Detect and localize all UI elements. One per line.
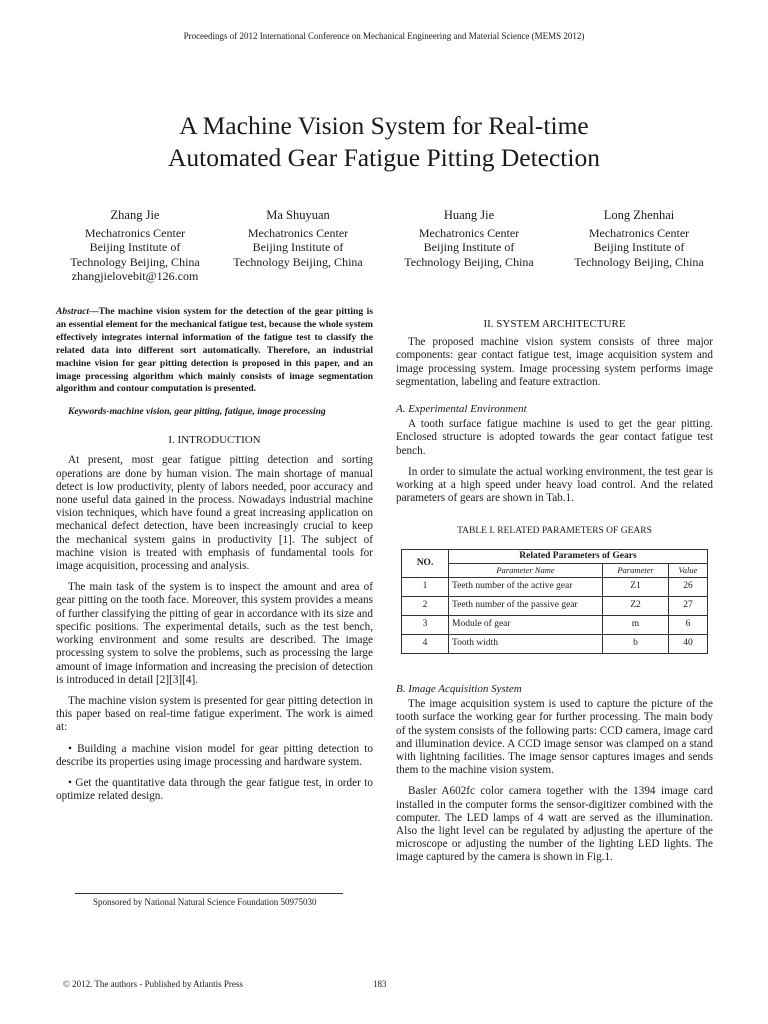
author-block-4 (553, 208, 725, 269)
paper-title (0, 110, 768, 174)
author-email[interactable]: zhangjielovebit@126.com (71, 269, 199, 283)
author-affiliation: Mechatronics Center (84, 225, 186, 240)
subsection-heading-b: B. Image Acquisition System (396, 683, 522, 696)
subA-paragraph-1: A tooth surface fatigue machine is used to get the gear pitting. Enclosed structure is adopted towards the gear contact fatigue test bench. (396, 418, 713, 457)
author-name: Huang Jie (443, 208, 495, 222)
subsection-heading-a: A. Experimental Environment (396, 403, 527, 416)
author-affiliation: Technology Beijing, China (574, 254, 704, 269)
author-block-2 (212, 208, 384, 269)
copyright-notice: © 2012. The authors - Published by Atlantis Press (63, 979, 243, 989)
author-affiliation: Mechatronics Center (247, 225, 349, 240)
table-row (402, 597, 708, 616)
table-cell: Z2 (603, 597, 669, 616)
subB-paragraph-2: Basler A602fc color camera together with the 1394 image card installed in the computer forms the sensor-digitizer combined with the computer. The LED lamps of 4 watt are served as the illumination. Also the light level can be regulated by adjusting the aperture of the microscope or adjusting the number of the lighting LED lights. The image captured by the camera is shown in Fig.1. (396, 785, 713, 864)
table-cell: 27 (669, 597, 708, 616)
table-col-header: Value (669, 563, 708, 577)
author-affiliation: Beijing Institute of (89, 240, 181, 254)
abstract-label: Abstract (56, 306, 90, 317)
section-heading-introduction: I. INTRODUCTION (168, 434, 261, 447)
table-cell: 2 (402, 597, 449, 616)
intro-paragraph-1: At present, most gear fatigue pitting detection and sorting operations are done by human vision. The main shortage of manual detect is low productivity, plenty of labors needed, poor accuracy and none useful data gained in the process. Nowadays industrial machine vision techniques, which have found a great increasing application on mechanical defect detection, have been increasingly crucial to keep the mechanical system gains in productivity [1]. The subject of machine vision is treated with emphasis of fundamental tools for image acquisition, processing and analysis. (56, 454, 373, 573)
author-name: Zhang Jie (110, 208, 160, 222)
bullet-item-1: • Building a machine vision model for gear pitting detection to describe its properties using image processing and hardware system. (56, 742, 373, 768)
title-line-2: Automated Gear Fatigue Pitting Detection (168, 143, 600, 172)
sec2-paragraph-1: The proposed machine vision system consists of three major components: gear contact fatigue test, image acquisition system and image processing system. Image processing system performs image segmentation, labeling and feature extraction. (396, 336, 713, 388)
intro-paragraph-3: The machine vision system is presented for gear pitting detection in this paper based on real-time fatigue experiment. The work is aimed at: (56, 694, 373, 734)
table-cell: Z1 (603, 578, 669, 597)
right-column (396, 318, 713, 865)
table-cell: 6 (669, 616, 708, 635)
table-row (402, 616, 708, 635)
table-cell: 1 (402, 578, 449, 597)
author-affiliation: Mechatronics Center (418, 225, 520, 240)
footnote-text: Sponsored by National Natural Science Foundation 50975030 (93, 897, 317, 907)
table-cell: m (603, 616, 669, 635)
footnote-rule (75, 893, 343, 894)
table-cell: Tooth width (449, 635, 603, 654)
keywords: Keywords-machine vision, gear pitting, fatigue, image processing (68, 406, 326, 418)
table-col-header: Parameter Name (449, 563, 603, 577)
table-caption: TABLE I. RELATED PARAMETERS OF GEARS (457, 526, 652, 537)
author-affiliation: Beijing Institute of (252, 240, 344, 254)
table-header-row (402, 549, 708, 563)
table-header-no: NO. (402, 549, 449, 577)
table-cell: 4 (402, 635, 449, 654)
author-affiliation: Technology Beijing, China (70, 254, 200, 269)
abstract-text (56, 306, 373, 396)
table-cell: 40 (669, 635, 708, 654)
bullet-item-2: • Get the quantitative data through the gear fatigue test, in order to optimize related design. (56, 776, 373, 803)
parameters-table (401, 549, 708, 654)
author-block-3 (383, 208, 555, 269)
table-cell: Teeth number of the active gear (449, 578, 603, 597)
table-row (402, 635, 708, 654)
title-line-1: A Machine Vision System for Real-time (179, 111, 589, 140)
subB-paragraph-1: The image acquisition system is used to capture the picture of the tooth surface the working gear for further processing. The main body of the system consists of the following parts: CCD camera, image card and illumination device. A CCD image sensor was clamped on a stand with lightning facilities. The image sensor captures images and sends them to the machine vision system. (396, 698, 713, 777)
author-name: Ma Shuyuan (266, 208, 330, 222)
author-affiliation: Beijing Institute of (423, 240, 515, 254)
intro-paragraph-2: The main task of the system is to inspect the amount and area of gear pitting on the tooth face. Moreover, this system provides a means of further classifying the pitting of gear in accordance with its size and specific positions. The experimental details, such as the test bench, working environment and some results are described. The image processing system to solve the problems, such as processing the large amount of image information and increasing the precision of detection is introduced in detail [2][3][4]. (56, 581, 373, 686)
subA-paragraph-2: In order to simulate the actual working environment, the test gear is working at a high speed under heavy load control. And the related parameters of gears are shown in Tab.1. (396, 465, 713, 505)
table-cell: 3 (402, 616, 449, 635)
author-block-1 (49, 208, 221, 284)
abstract (56, 306, 373, 396)
proceedings-header: Proceedings of 2012 International Conference on Mechanical Engineering and Material Science (MEMS 2012) (183, 31, 585, 41)
table-cell: Teeth number of the passive gear (449, 597, 603, 616)
table-row (402, 578, 708, 597)
table-cell: b (603, 635, 669, 654)
table-cell: Module of gear (449, 616, 603, 635)
page-number: 183 (373, 979, 387, 989)
table-header-group: Related Parameters of Gears (449, 549, 708, 563)
table-cell: 26 (669, 578, 708, 597)
author-affiliation: Technology Beijing, China (404, 254, 534, 269)
author-affiliation: Mechatronics Center (588, 225, 690, 240)
author-name: Long Zhenhai (603, 208, 675, 222)
author-affiliation: Beijing Institute of (593, 240, 685, 254)
section-heading-system-architecture: II. SYSTEM ARCHITECTURE (483, 318, 626, 330)
table-col-header: Parameter (603, 563, 669, 577)
abstract-body: —The machine vision system for the detection of the gear pitting is an essential element for the mechanical fatigue test, because the whole system effectively integrates internal information of the fatigue test to classify the related data into different sort automatically. Therefore, an industrial machine vision for gear pitting detection is proposed in this paper, and an image processing algorithm which mainly consists of image segmentation algorithm and contour computation is presented. (56, 306, 373, 395)
left-column (56, 306, 373, 803)
author-affiliation: Technology Beijing, China (233, 254, 363, 269)
